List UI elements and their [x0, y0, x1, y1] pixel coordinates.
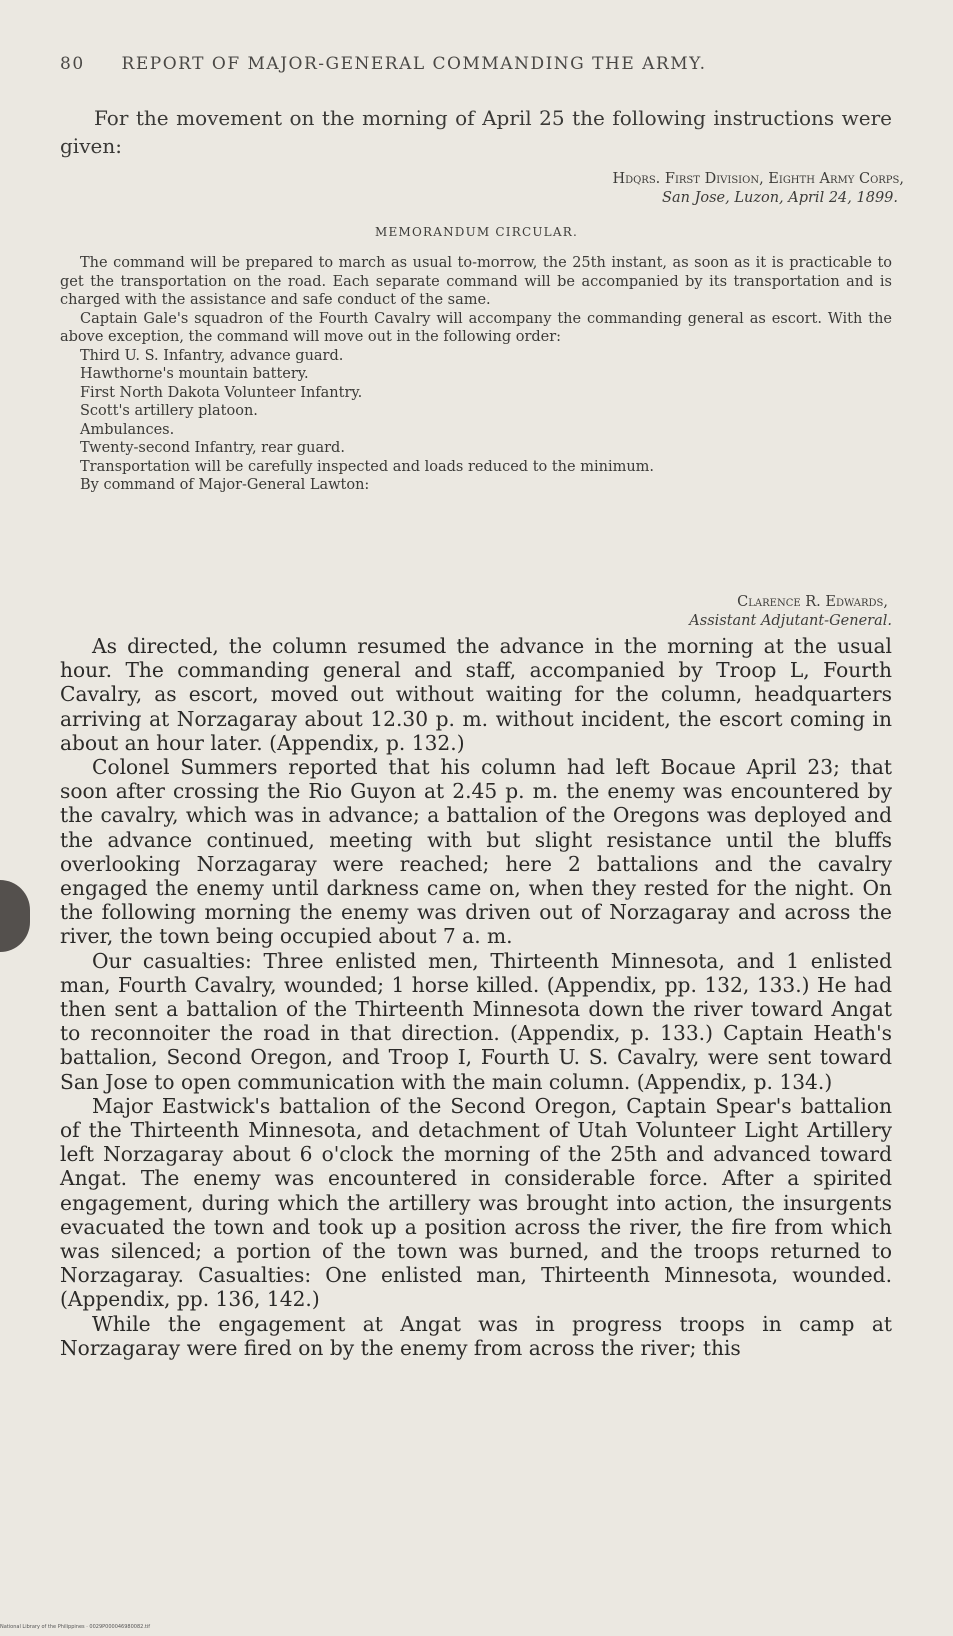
page-number: 80 — [60, 54, 85, 74]
memo-paragraph: Captain Gale's squadron of the Fourth Cavalry will accompany the commanding general as escort. With the above exception, the command will move out in the following order: — [60, 310, 892, 345]
body-paragraph: Colonel Summers reported that his column had left Bocaue April 23; that soon after crossing the Rio Guyon at 2.45 p. m. the enemy was encountered by the cavalry, which was in advance; a battalion of the Oregons was deployed and the advance continued, meeting with but slight resistance until the bluffs overlooking Norzagaray were reached; here 2 battalions and the cavalry engaged the enemy until darkness came on, when they rested for the night. On the following morning the enemy was driven out of Norzagaray and across the river, the town being occupied about 7 a. m. — [60, 755, 892, 949]
running-title: REPORT OF MAJOR-GENERAL COMMANDING THE ARMY. — [121, 54, 707, 74]
memo-title: MEMORANDUM CIRCULAR. — [375, 225, 578, 239]
headquarters-line: Hdqrs. First Division, Eighth Army Corps, — [612, 171, 904, 187]
body-paragraph: Major Eastwick's battalion of the Second Oregon, Captain Spear's battalion of the Thirteenth Minnesota, and detachment of Utah Volunteer Light Artillery left Norzagaray about 6 o'clock the morning of the 25th and advanced toward Angat. The enemy was encountered in considerable force. After a spirited engagement, during which the artillery was brought into action, the insurgents evacuated the town and took up a position across the river, the fire from which was silenced; a portion of the town was burned, and the troops returned to Norzagaray. Casualties: One enlisted man, Thirteenth Minnesota, wounded. (Appendix, pp. 136, 142.) — [60, 1093, 892, 1312]
signature-block — [500, 593, 892, 631]
running-header — [60, 54, 880, 74]
report-body — [60, 634, 892, 1360]
order-item: Scott's artillery platoon. — [80, 403, 258, 419]
scan-thumb-smudge — [0, 880, 30, 952]
order-item: First North Dakota Volunteer Infantry. — [80, 384, 363, 401]
body-paragraph: Our casualties: Three enlisted men, Thirteenth Minnesota, and 1 enlisted man, Fourth Cavalry, wounded; 1 horse killed. (Appendix, pp. 132, 133.) He had then sent a battalion of the Thirteenth Minnesota down the river toward Angat to reconnoiter the road in that direction. (Appendix, p. 133.) Captain Heath's battalion, Second Oregon, and Troop I, Fourth U. S. Cavalry, were sent toward San Jose to open communication with the main column. (Appendix, p. 134.) — [60, 948, 892, 1094]
body-paragraph: While the engagement at Angat was in progress troops in camp at Norzagaray were fired on by the enemy from across the river; this — [60, 1311, 892, 1360]
headquarters-heading — [384, 170, 904, 208]
memo-paragraph: The command will be prepared to march as usual to-morrow, the 25th instant, as soon as it is practicable to get the transportation on the road. Each separate command will be accompanied by its transportation and is charged with the assistance and safe conduct of the same. — [60, 255, 892, 308]
signature-title: Assistant Adjutant-General. — [689, 613, 892, 629]
order-item: Twenty-second Infantry, rear guard. — [80, 440, 345, 456]
intro-paragraph: For the movement on the morning of April 25 the following instructions were given: — [60, 106, 892, 158]
scan-footer: National Library of the Philippines · 0029P000046980082.tif — [0, 1624, 151, 1630]
signature-name: Clarence R. Edwards, — [737, 594, 888, 610]
headquarters-date: San Jose, Luzon, April 24, 1899. — [662, 190, 898, 206]
order-item: Ambulances. — [80, 421, 175, 438]
order-item: Hawthorne's mountain battery. — [80, 366, 309, 382]
body-paragraph: As directed, the column resumed the advance in the morning at the usual hour. The commanding general and staff, accompanied by Troop L, Fourth Cavalry, as escort, moved out without waiting for the column, headquarters arriving at Norzagaray about 12.30 p. m. without incident, the escort coming in about an hour later. (Appendix, p. 132.) — [60, 634, 892, 755]
memo-paragraph: By command of Major-General Lawton: — [80, 477, 370, 493]
order-item: Third U. S. Infantry, advance guard. — [80, 347, 344, 364]
memorandum-body — [60, 254, 892, 495]
memo-paragraph: Transportation will be carefully inspected and loads reduced to the minimum. — [80, 458, 655, 475]
